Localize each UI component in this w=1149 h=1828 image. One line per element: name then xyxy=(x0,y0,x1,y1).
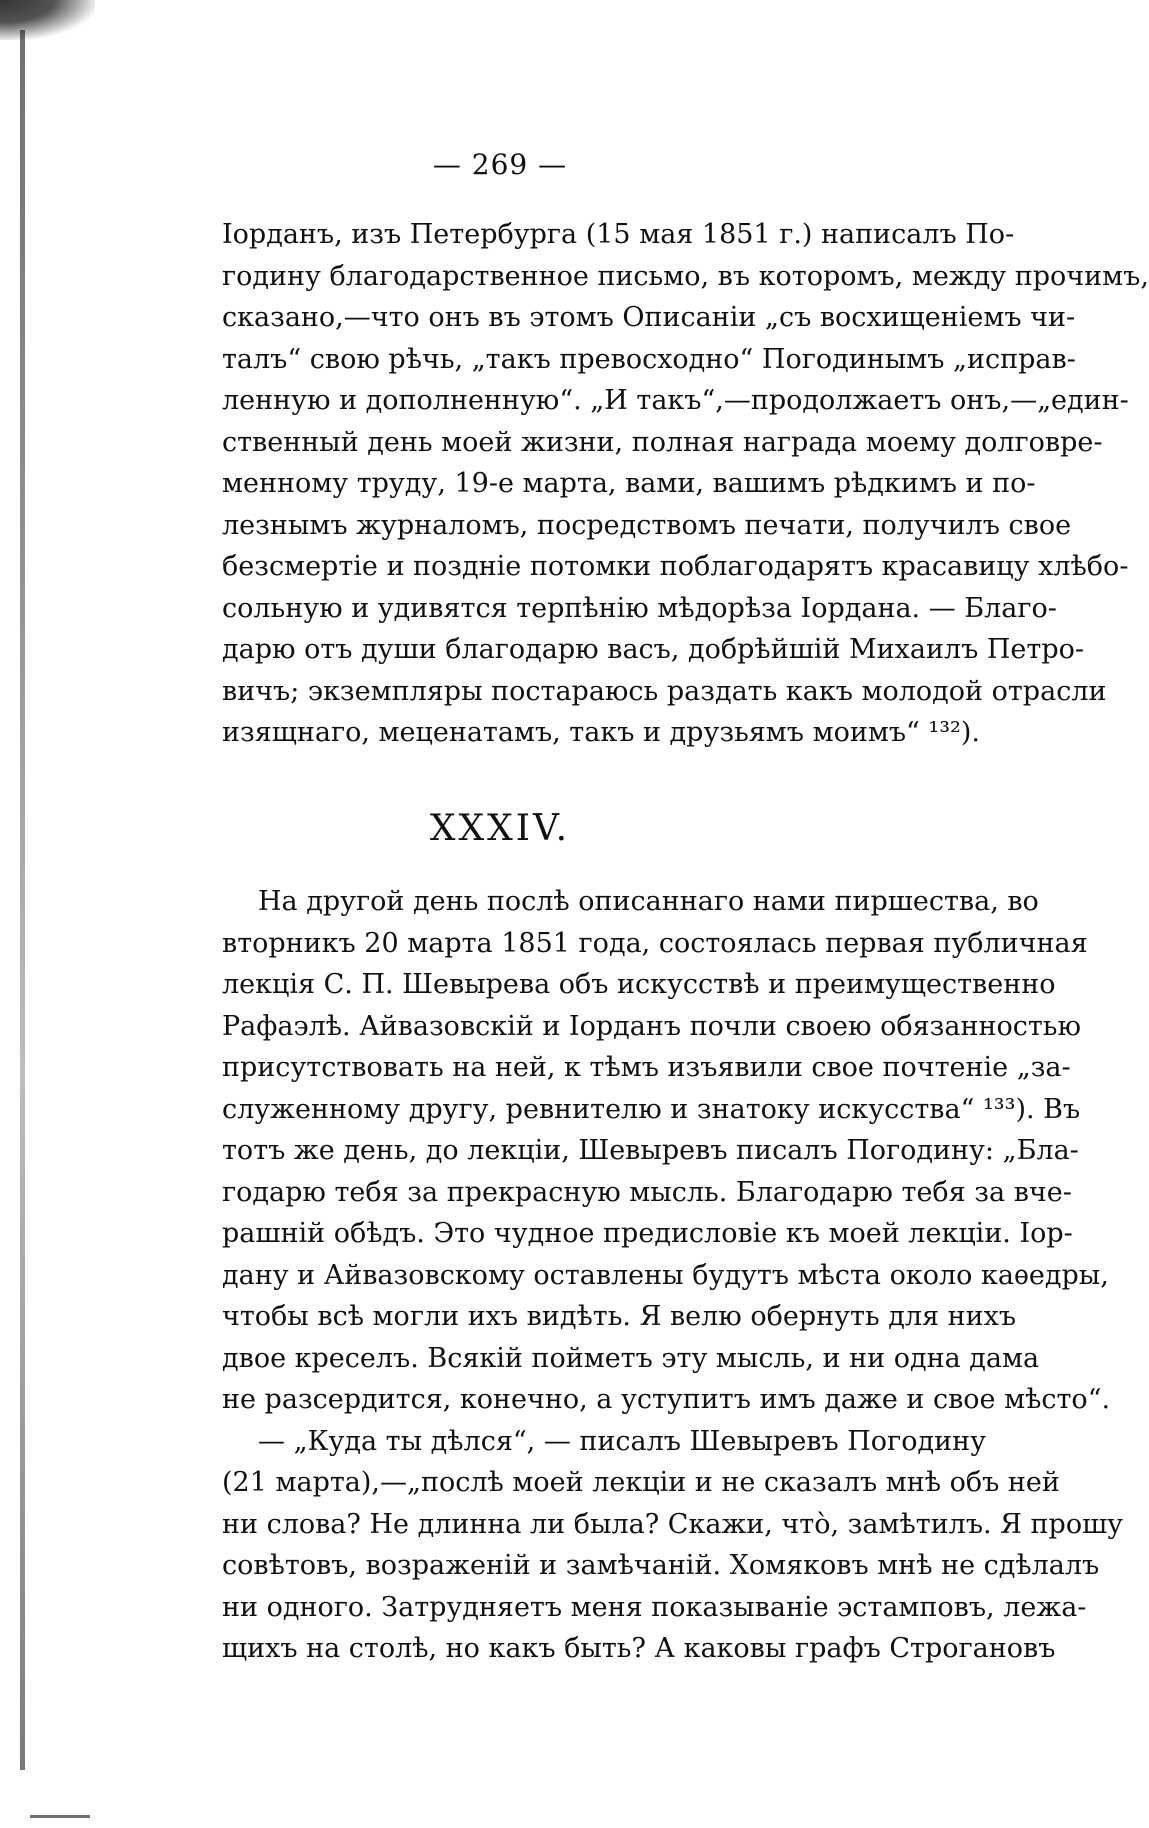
text-line: безсмертіе и поздніе потомки поблагодарятъ красавицу хлѣбо- xyxy=(222,551,1129,582)
section-heading: XXXIV. xyxy=(429,808,571,849)
text-line: совѣтовъ, возраженій и замѣчаній. Хомяковъ мнѣ не сдѣлалъ xyxy=(222,1550,1100,1581)
text-line: ни слова? Не длинна ли была? Скажи, что̀, замѣтилъ. Я прошу xyxy=(222,1508,1124,1540)
text-line: (21 марта),—„послѣ моей лекціи и не сказалъ мнѣ объ ней xyxy=(222,1467,1060,1498)
text-line: годину благодарственное письмо, въ которомъ, между прочимъ, xyxy=(222,260,1149,292)
text-line: сказано,—что онъ въ этомъ Описаніи „съ восхищеніемъ чи- xyxy=(222,302,1076,333)
text-line: На другой день послѣ описаннаго нами пиршества, во xyxy=(258,886,1039,917)
text-line: тотъ же день, до лекціи, Шевыревъ писалъ Погодину: „Бла- xyxy=(222,1135,1079,1166)
paragraph-iordan-letter xyxy=(222,214,1149,754)
text-line: вторникъ 20 марта 1851 года, состоялась первая публичная xyxy=(222,927,1088,959)
page-number: — 269 — xyxy=(432,148,568,181)
text-line: годарю тебя за прекрасную мысль. Благодарю тебя за вче- xyxy=(222,1176,1072,1208)
text-line: рашній обѣдъ. Это чудное предисловіе къ моей лекціи. Іор- xyxy=(222,1218,1073,1249)
text-line: лезнымъ журналомъ, посредствомъ печати, получилъ свое xyxy=(222,509,1072,541)
text-line: чтобы всѣ могли ихъ видѣть. Я велю обернуть для нихъ xyxy=(222,1301,1017,1332)
text-line: щихъ на столѣ, но какъ быть? А каковы графъ Строгановъ xyxy=(222,1633,1056,1664)
text-line: двое креселъ. Всякій пойметъ эту мысль, и ни одна дама xyxy=(222,1342,1040,1374)
text-line: дарю отъ души благодарю васъ, добрѣйшій Михаилъ Петро- xyxy=(222,634,1085,665)
scan-bottom-mark xyxy=(30,1815,90,1818)
scan-corner-shadow xyxy=(0,0,95,40)
text-line: дану и Айвазовскому оставлены будутъ мѣста около каѳедры, xyxy=(222,1259,1109,1291)
text-line: не разсердится, конечно, а уступитъ имъ даже и свое мѣсто“. xyxy=(222,1384,1111,1415)
scan-binding-edge xyxy=(20,30,25,1770)
text-line: служенному другу, ревнителю и знатоку искусства“ ¹³³). Въ xyxy=(222,1093,1081,1125)
text-line: ственный день моей жизни, полная награда моему долговре- xyxy=(222,426,1103,458)
text-line: Іорданъ, изъ Петербурга (15 мая 1851 г.) написалъ По- xyxy=(222,219,1015,250)
text-line: ни одного. Затрудняетъ меня показываніе эстамповъ, лежа- xyxy=(222,1591,1087,1623)
paragraph-shevyrev-lecture xyxy=(222,881,1124,1670)
text-line: Рафаэлѣ. Айвазовскій и Іорданъ почли своею обязанностью xyxy=(222,1010,1081,1042)
text-line: менному труду, 19-е марта, вами, вашимъ рѣдкимъ и по- xyxy=(222,468,1036,499)
text-line: талъ“ свою рѣчь, „такъ превосходно“ Погодинымъ „исправ- xyxy=(222,343,1076,375)
text-line: ленную и дополненную“. „И такъ“,—продолжаетъ онъ,—„един- xyxy=(222,385,1129,416)
text-line: сольную и удивятся терпѣнію мѣдорѣза Іордана. — Благо- xyxy=(222,592,1057,624)
text-line: изящнаго, меценатамъ, такъ и друзьямъ моимъ“ ¹³²). xyxy=(222,717,980,748)
text-line: вичъ; экземпляры постараюсь раздать какъ молодой отрасли xyxy=(222,675,1107,707)
text-line: лекція С. П. Шевырева объ искусствѣ и преимущественно xyxy=(222,969,1056,1000)
text-line: — „Куда ты дѣлся“, — писалъ Шевыревъ Погодину xyxy=(258,1425,986,1457)
text-line: присутствовать на ней, к тѣмъ изъявили свое почтеніе „за- xyxy=(222,1052,1071,1083)
